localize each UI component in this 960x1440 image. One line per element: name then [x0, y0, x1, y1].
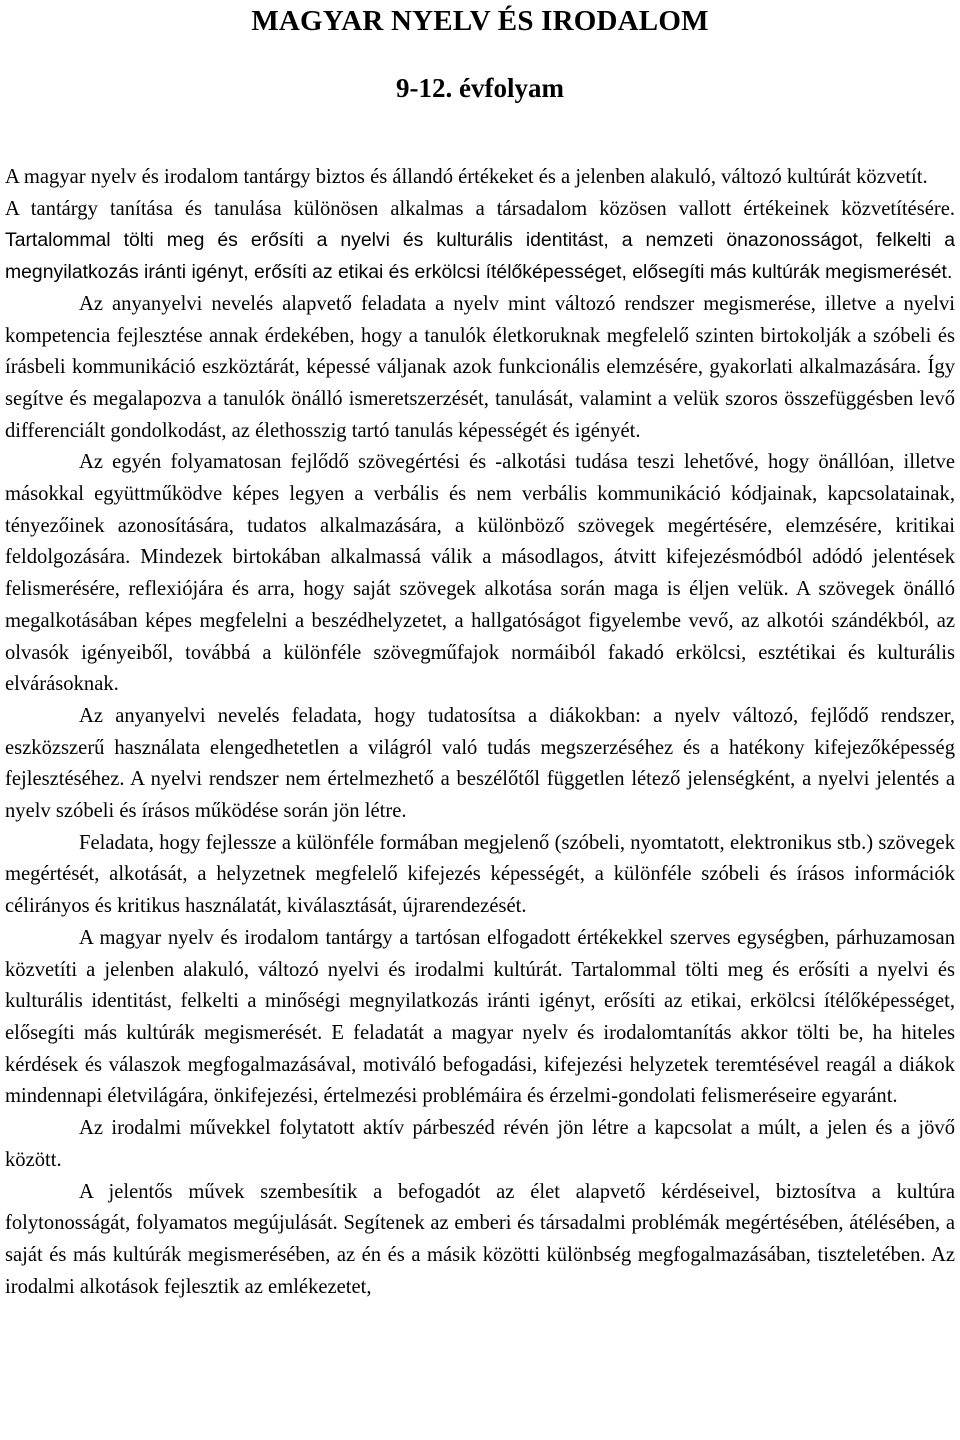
paragraph-9: A jelentős művek szembesítik a befogadót az élet alapvető kérdéseivel, biztosítva a kultúra folytonosságát, folyamatos megújulását. Segítenek az emberi és társadalmi problémák megértésében, átélésében, a saját és más kultúrák megismerésében, az én és a másik közötti különbség megfogalmazásában, tiszteletében. Az irodalmi alkotások fejlesztik az emlékezetet, — [5, 1180, 955, 1298]
paragraph-4: Az egyén folyamatosan fejlődő szövegértési és -alkotási tudása teszi lehetővé, hogy önállóan, illetve másokkal együttműködve képes legyen a verbális és nem verbális kommunikáció kódjainak, kapcsolatainak, tényezőinek azonosítására, tudatos alkalmazására, a különböző szövegek megértésére, elemzésére, kritikai feldolgozására. Mindezek birtokában alkalmassá válik a másodlagos, átvitt kifejezésmódból adódó jelentések felismerésére, reflexiójára és arra, hogy saját szövegek alkotása során maga is éljen velük. A szövegek önálló megalkotásában képes megfelelni a beszédhelyzetet, a hallgatóságot figyelembe vevő, az alkotói szándékból, az olvasók igényeiből, továbbá a különféle szövegműfajok normáiból fakadó erkölcsi, esztétikai és kulturális elvárásoknak. — [5, 451, 955, 696]
document-body — [5, 162, 955, 1303]
paragraph-2 — [5, 194, 955, 289]
document-page — [5, 0, 955, 1440]
paragraph-5: Az anyanyelvi nevelés feladata, hogy tudatosítsa a diákokban: a nyelv változó, fejlődő rendszer, eszközszerű használata elengedhetetlen a világról való tudás megszerzéséhez és a hatékony kifejezőképesség fejlesztéséhez. A nyelvi rendszer nem értelmezhető a beszélőtől független létező jelenségként, a nyelvi jelentés a nyelv szóbeli és írásos működése során jön létre. — [5, 704, 955, 823]
paragraph-2-continuation: Tartalommal tölti meg és erősíti a nyelvi és kulturális identitást, a nemzeti önazonosságot, felkelti a megnyilatkozás iránti igényt, erősíti az etikai és erkölcsi ítélőképességet, elősegíti más kultúrák megismerését. — [5, 229, 955, 284]
paragraph-7: A magyar nyelv és irodalom tantárgy a tartósan elfogadott értékekkel szerves egységben, párhuzamosan közvetíti a jelenben alakuló, változó nyelvi és irodalmi kultúrát. Tartalommal tölti meg és erősíti a nyelvi és kulturális identitást, felkelti a minőségi megnyilatkozás iránti igényt, erősíti az etikai, erkölcsi ítélőképességet, elősegíti más kultúrák megismerését. E feladatát a magyar nyelv és irodalomtanítás akkor tölti be, ha hiteles kérdések és válaszok megfogalmazásával, motiváló befogadási, kifejezési helyzetek teremtésével reagál a diákok mindennapi életvilágára, önkifejezési, értelmezési problémáira és érzelmi-gondolati felismeréseire egyaránt. — [5, 926, 955, 1108]
document-subtitle: 9-12. évfolyam — [396, 73, 564, 103]
paragraph-1: A magyar nyelv és irodalom tantárgy biztos és állandó értékeket és a jelenben alakuló, változó kultúrát közvetít. — [5, 166, 928, 188]
paragraph-6: Feladata, hogy fejlessze a különféle formában megjelenő (szóbeli, nyomtatott, elektronikus stb.) szövegek megértését, alkotását, a helyzetnek megfelelő kifejezés képességét, a különféle szóbeli és írásos információk célirányos és kritikus használatát, kiválasztását, újrarendezését. — [5, 831, 955, 918]
paragraph-8: Az irodalmi művekkel folytatott aktív párbeszéd révén jön létre a kapcsolat a múlt, a jelen és a jövő között. — [5, 1117, 955, 1171]
document-title: MAGYAR NYELV ÉS IRODALOM — [251, 5, 709, 37]
paragraph-3: Az anyanyelvi nevelés alapvető feladata a nyelv mint változó rendszer megismerése, illetve a nyelvi kompetencia fejlesztése annak érdekében, hogy a tanulók életkoruknak megfelelő szinten birtokolják a szóbeli és írásbeli kommunikáció eszköztárát, képessé váljanak azok funkcionális elemzésére, gyakorlati alkalmazására. Így segítve és megalapozva a tanulók önálló ismeretszerzését, tanulását, valamint a velük szoros összefüggésben levő differenciált gondolkodást, az élethosszig tartó tanulás képességét és igényét. — [5, 292, 955, 442]
paragraph-2-lead: A tantárgy tanítása és tanulása különösen alkalmas a társadalom közösen vallott értékeinek közvetítésére. — [5, 197, 955, 220]
